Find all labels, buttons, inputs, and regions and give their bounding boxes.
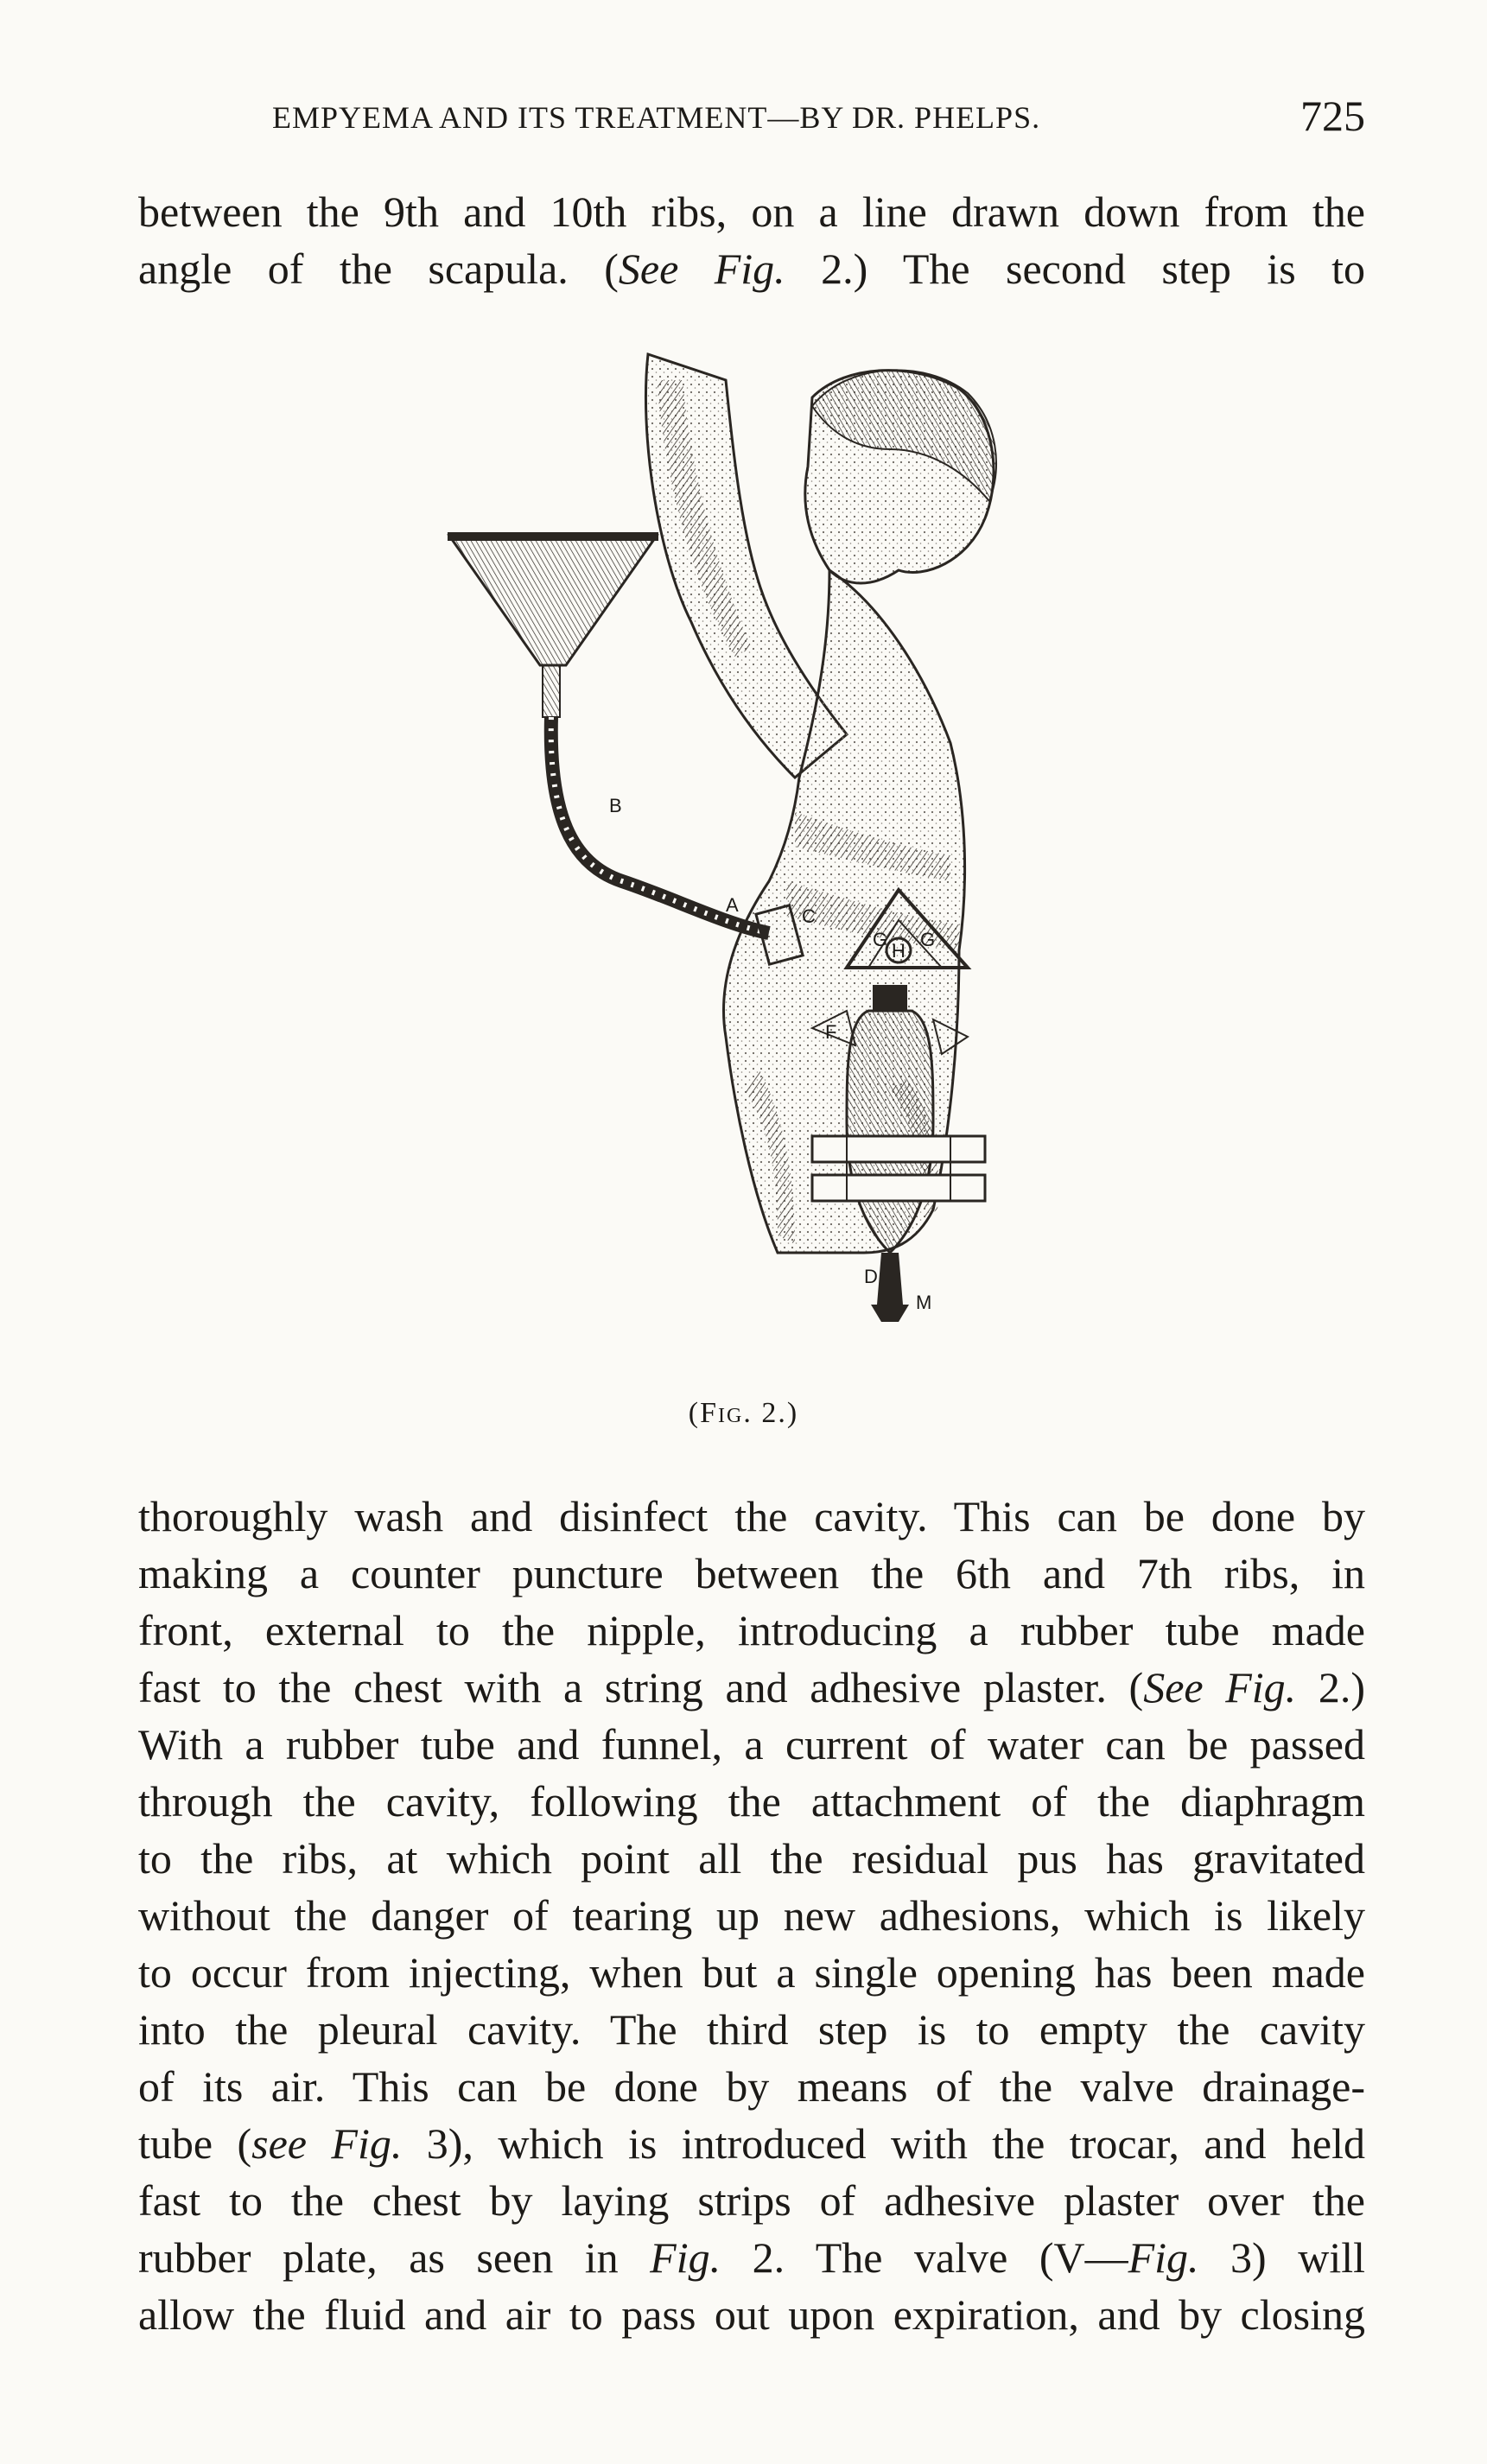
running-head: [138, 92, 1365, 151]
text-segment: angle of the scapula. (: [138, 244, 619, 293]
text-segment: 3) will: [1198, 2233, 1365, 2282]
text-segment: 2.): [1296, 1663, 1365, 1711]
text-segment: 3), which is introduced with the trocar, and held: [402, 2119, 1365, 2168]
text-segment: allow the fluid and air to pass out upon expiration, and by closing: [138, 2290, 1365, 2339]
text-segment: thoroughly wash and disinfect the cavity. This can be done by: [138, 1492, 1365, 1540]
paragraph-body: [138, 1488, 1365, 2343]
figure-caption: (Fig. 2.): [688, 1397, 799, 1429]
text-segment: rubber plate, as seen in: [138, 2233, 651, 2282]
text-segment: between the 9th and 10th ribs, on a line drawn down from the: [138, 187, 1365, 236]
text-line: [138, 2001, 1365, 2058]
text-line: [138, 1488, 1365, 1545]
italic-reference: see Fig.: [251, 2119, 403, 2168]
text-line: [138, 1887, 1365, 1944]
figure-label-c: C: [802, 905, 816, 927]
text-line: [138, 240, 1365, 297]
text-line: [138, 1773, 1365, 1830]
text-segment: front, external to the nipple, introducing a rubber tube made: [138, 1606, 1365, 1654]
figure-label-d: D: [864, 1266, 878, 1287]
italic-reference: Fig.: [650, 2233, 721, 2282]
italic-reference: See Fig.: [618, 244, 785, 293]
text-line: [138, 2115, 1365, 2172]
text-line: [138, 1659, 1365, 1716]
figure-label-g1: G: [873, 929, 888, 950]
text-line: [138, 2286, 1365, 2343]
text-segment: fast to the chest with a string and adhesive plaster. (: [138, 1663, 1144, 1711]
figure-label-a: A: [726, 894, 739, 916]
text-line: [138, 1545, 1365, 1602]
text-line: [138, 1944, 1365, 2001]
text-line: [138, 1602, 1365, 1659]
text-line: [138, 2229, 1365, 2286]
text-line: [138, 183, 1365, 240]
text-segment: of its air. This can be done by means of the valve drainage-: [138, 2062, 1365, 2111]
text-segment: to the ribs, at which point all the residual pus has gravitated: [138, 1834, 1365, 1883]
text-segment: 2. The valve (V—: [721, 2233, 1128, 2282]
text-segment: 2.) The second step is to: [785, 244, 1366, 293]
figure-label-g2: G: [920, 929, 936, 950]
funnel: [449, 536, 657, 665]
text-segment: into the pleural cavity. The third step is to empty the cavity: [138, 2005, 1365, 2054]
text-segment: making a counter puncture between the 6th and 7th ribs, in: [138, 1549, 1365, 1597]
text-segment: With a rubber tube and funnel, a current of water can be passed: [138, 1720, 1365, 1769]
figure-illustration: [363, 328, 1141, 1417]
figure-label-m: M: [916, 1292, 932, 1313]
figure-label-f: F: [825, 1021, 837, 1043]
page-number: 725: [1300, 92, 1365, 140]
text-segment: without the danger of tearing up new adhesions, which is likely: [138, 1891, 1365, 1940]
running-head-title: EMPYEMA AND ITS TREATMENT—BY DR. PHELPS.: [272, 100, 1041, 135]
text-segment: fast to the chest by laying strips of adhesive plaster over the: [138, 2176, 1365, 2225]
figure-label-h: H: [892, 940, 906, 962]
text-segment: tube (: [138, 2119, 252, 2168]
paragraph-intro: [138, 183, 1365, 297]
text-segment: through the cavity, following the attachment of the diaphragm: [138, 1777, 1365, 1826]
text-line: [138, 2058, 1365, 2115]
text-line: [138, 1716, 1365, 1773]
italic-reference: See Fig.: [1143, 1663, 1297, 1711]
figure-label-b: B: [609, 795, 622, 816]
text-segment: to occur from injecting, when but a single opening has been made: [138, 1948, 1365, 1997]
italic-reference: Fig.: [1128, 2233, 1199, 2282]
text-line: [138, 1830, 1365, 1887]
text-line: [138, 2172, 1365, 2229]
